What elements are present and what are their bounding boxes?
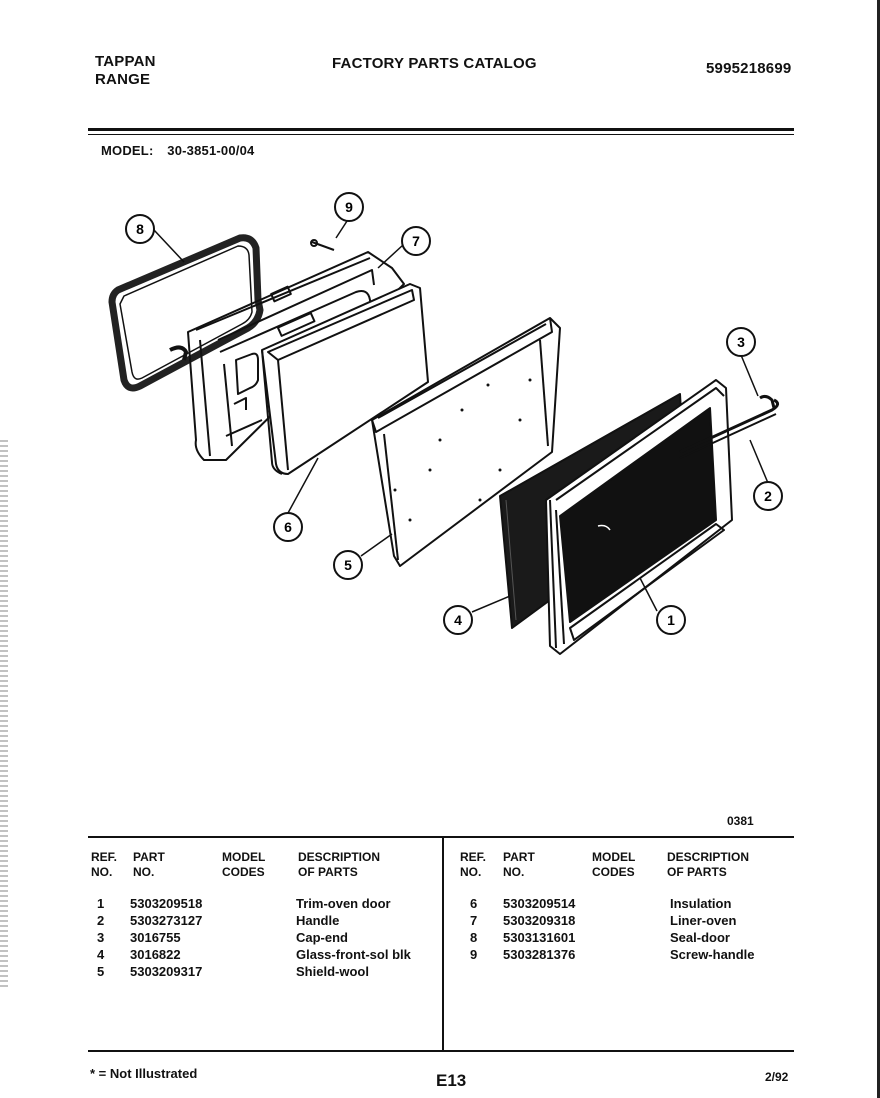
svg-text:2: 2 [764, 488, 772, 504]
part-description: Insulation [670, 896, 732, 911]
left-part-column [130, 895, 202, 980]
svg-text:1: 1 [667, 612, 675, 628]
right-desc-column [670, 895, 755, 963]
part-description: Trim-oven door [296, 896, 391, 911]
header-part-right: PART NO. [503, 850, 535, 879]
header-desc-right: DESCRIPTION OF PARTS [667, 850, 750, 879]
part-number: 5303273127 [130, 913, 203, 928]
table-row: 7 [470, 913, 478, 928]
callout-9 [335, 193, 363, 221]
table-row: 1 [97, 896, 105, 911]
part-description: Screw-handle [670, 947, 755, 962]
part-description: Cap-end [296, 930, 348, 945]
table-row: 6 [470, 896, 478, 911]
table-top-rule [88, 836, 794, 838]
brand-line-2: RANGE [95, 71, 151, 88]
table-row: 2 [97, 913, 105, 928]
catalog-number: 5995218699 [706, 60, 792, 77]
table-row: 3 [97, 930, 105, 945]
part-description: Liner-oven [670, 913, 737, 928]
table-row: 4 [97, 947, 105, 962]
right-part-column [503, 895, 575, 963]
drawing-code: 0381 [727, 814, 754, 828]
callout-5 [334, 551, 362, 579]
callout-1 [657, 606, 685, 634]
svg-text:4: 4 [454, 612, 462, 628]
left-ref-column [97, 895, 104, 980]
header-model-left: MODEL CODES [222, 850, 266, 879]
part-description: Glass-front-sol blk [296, 947, 411, 962]
revision-date: 2/92 [765, 1070, 789, 1084]
table-row: 5 [97, 964, 105, 979]
header-model-right: MODEL CODES [592, 850, 636, 879]
svg-text:3: 3 [737, 334, 745, 350]
model-value: 30-3851-00/04 [167, 143, 255, 158]
part-description: Shield-wool [296, 964, 369, 979]
screw-handle-drawing [311, 240, 334, 250]
part-number: 5303209514 [503, 896, 576, 911]
callout-3 [727, 328, 755, 356]
part-number: 5303209318 [503, 913, 576, 928]
table-bottom-rule [88, 1050, 794, 1052]
part-number: 5303281376 [503, 947, 576, 962]
brand-line-1: TAPPAN [95, 53, 156, 70]
page-number: E13 [436, 1071, 467, 1090]
left-desc-column [296, 895, 411, 980]
part-description: Handle [296, 913, 340, 928]
svg-text:5: 5 [344, 557, 352, 573]
callout-8 [126, 215, 154, 243]
not-illustrated-note: * = Not Illustrated [90, 1066, 198, 1081]
svg-text:8: 8 [136, 221, 144, 237]
callout-6 [274, 513, 302, 541]
callout-2 [754, 482, 782, 510]
part-number: 5303131601 [503, 930, 576, 945]
table-row: 9 [470, 947, 478, 962]
table-column-divider [442, 838, 444, 1050]
svg-text:9: 9 [345, 199, 353, 215]
svg-text:7: 7 [412, 233, 420, 249]
part-number: 3016822 [130, 947, 181, 962]
header-ref-left: REF. NO. [91, 850, 118, 879]
table-row: 8 [470, 930, 478, 945]
catalog-title: FACTORY PARTS CATALOG [332, 55, 537, 72]
callout-4 [444, 606, 472, 634]
part-description: Seal-door [670, 930, 730, 945]
header-desc-left: DESCRIPTION OF PARTS [298, 850, 381, 879]
part-number: 3016755 [130, 930, 181, 945]
header-part-left: PART NO. [133, 850, 165, 879]
callout-7 [402, 227, 430, 255]
part-number: 5303209317 [130, 964, 203, 979]
part-number: 5303209518 [130, 896, 203, 911]
right-ref-column [470, 895, 477, 963]
model-label: MODEL: [101, 143, 154, 158]
svg-text:6: 6 [284, 519, 292, 535]
header-ref-right: REF. NO. [460, 850, 487, 879]
